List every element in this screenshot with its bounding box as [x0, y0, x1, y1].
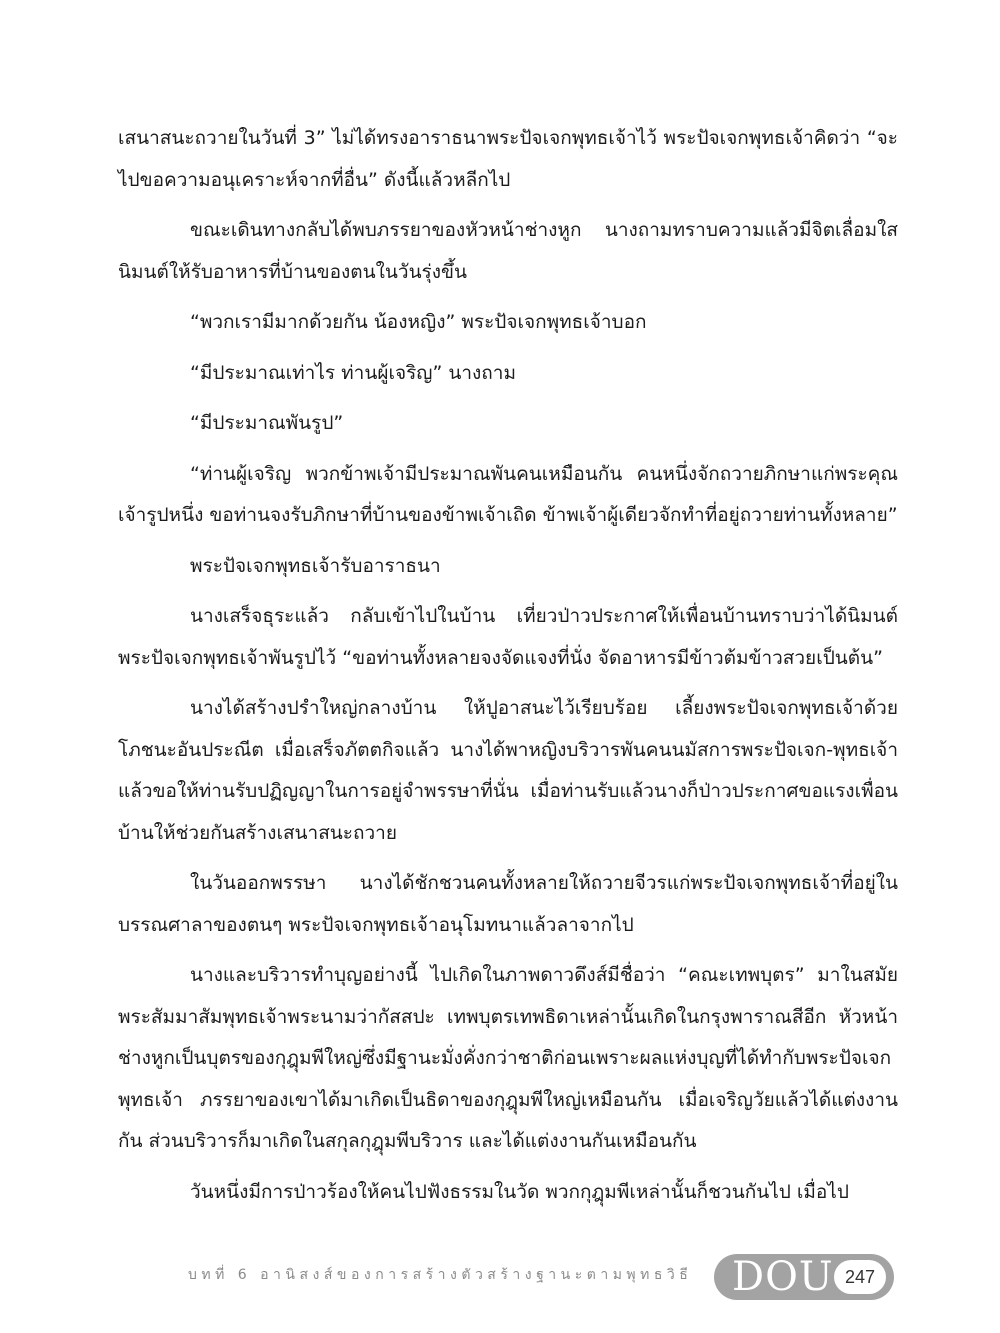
page-footer	[188, 1248, 888, 1298]
paragraph: นางเสร็จธุระแล้ว กลับเข้าไปในบ้าน เที่ยวป่าวประกาศให้เพื่อนบ้านทราบว่าได้นิมนต์พระปัจเจกพุทธเจ้าพันรูปไว้ “ขอท่านทั้งหลายจงจัดแจงที่นั่ง จัดอาหารมีข้าวต้มข้าวสวยเป็นต้น”	[118, 605, 898, 669]
paragraph: นางได้สร้างปรำใหญ่กลางบ้าน ให้ปูอาสนะไว้เรียบร้อย เลี้ยงพระปัจเจกพุทธเจ้าด้วยโภชนะอันประณีต เมื่อเสร็จภัตตกิจแล้ว นางได้พาหญิงบริวารพันคนนมัสการพระปัจเจก-พุทธเจ้าแล้วขอให้ท่านรับปฏิญญาในการอยู่จำพรรษาที่นั่น เมื่อท่านรับแล้วนางก็ป่าวประกาศขอแรงเพื่อนบ้านให้ช่วยกันสร้างเสนาสนะถวาย	[118, 697, 898, 844]
paragraph: “พวกเรามีมากด้วยกัน น้องหญิง” พระปัจเจกพุทธเจ้าบอก	[190, 311, 647, 333]
paragraph: นางและบริวารทำบุญอย่างนี้ ไปเกิดในภาพดาวดึงส์มีชื่อว่า “คณะเทพบุตร” มาในสมัยพระสัมมาสัมพุทธเจ้าพระนามว่ากัสสปะ เทพบุตรเทพธิดาเหล่านั้นเกิดในกรุงพาราณสีอีก หัวหน้าช่างหูกเป็นบุตรของกุฎุมพีใหญ่ซึ่งมีฐานะมั่งคั่งกว่าชาติก่อนเพราะผลแห่งบุญที่ได้ทำกับพระปัจเจกพุทธเจ้า ภรรยาของเขาได้มาเกิดเป็นธิดาของกุฎุมพีใหญ่เหมือนกัน เมื่อเจริญวัยแล้วได้แต่งงานกัน ส่วนบริวารก็มาเกิดในสกุลกุฎุมพีบริวาร และได้แต่งงานกันเหมือนกัน	[118, 964, 898, 1152]
paragraph: เสนาสนะถวายในวันที่ 3” ไม่ได้ทรงอาราธนาพระปัจเจกพุทธเจ้าไว้ พระปัจเจกพุทธเจ้าคิดว่า “จะไปขอความอนุเคราะห์จากที่อื่น” ดังนี้แล้วหลีกไป	[118, 127, 898, 191]
page-number: 247	[834, 1260, 886, 1294]
paragraph: ขณะเดินทางกลับได้พบภรรยาของหัวหน้าช่างหูก นางถามทราบความแล้วมีจิตเลื่อมใส นิมนต์ให้รับอาหารที่บ้านของตนในวันรุ่งขึ้น	[118, 219, 898, 283]
dou-logo: DOU	[732, 1254, 834, 1300]
chapter-title: บทที่ 6 อานิสงส์ของการสร้างตัวสร้างฐานะตามพุทธวิธี	[188, 1267, 693, 1283]
paragraph: “มีประมาณพันรูป”	[190, 412, 344, 434]
paragraph: พระปัจเจกพุทธเจ้ารับอาราธนา	[190, 554, 441, 577]
paragraph: วันหนึ่งมีการป่าวร้องให้คนไปฟังธรรมในวัด พวกกุฎุมพีเหล่านั้นก็ชวนกันไป เมื่อไป	[190, 1180, 849, 1203]
page-body	[118, 118, 898, 1222]
page-badge	[714, 1254, 894, 1300]
paragraph: “มีประมาณเท่าไร ท่านผู้เจริญ” นางถาม	[190, 361, 516, 384]
paragraph: “ท่านผู้เจริญ พวกข้าพเจ้ามีประมาณพันคนเหมือนกัน คนหนึ่งจักถวายภิกษาแก่พระคุณเจ้ารูปหนึ่ง ขอท่านจงรับภิกษาที่บ้านของข้าพเจ้าเถิด ข้าพเจ้าผู้เดียวจักทำที่อยู่ถวายท่านทั้งหลาย”	[118, 462, 898, 526]
paragraph: ในวันออกพรรษา นางได้ชักชวนคนทั้งหลายให้ถวายจีวรแก่พระปัจเจกพุทธเจ้าที่อยู่ในบรรณศาลาของตนๆ พระปัจเจกพุทธเจ้าอนุโมทนาแล้วลาจากไป	[118, 872, 898, 936]
